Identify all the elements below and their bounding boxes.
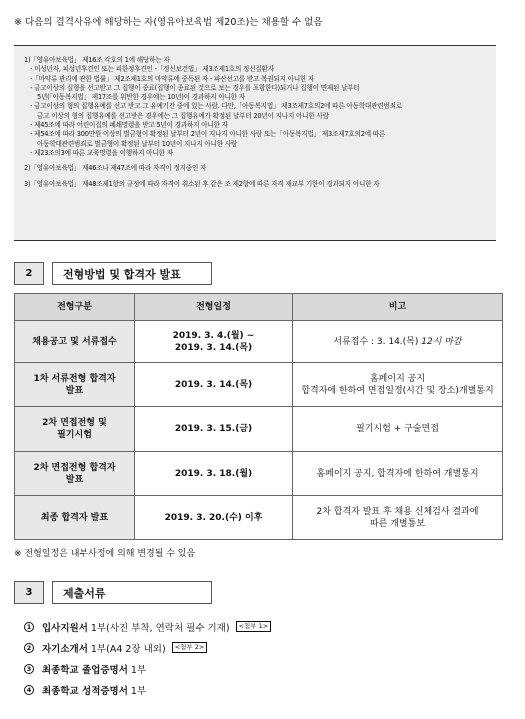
stage-label: 발표 [65, 385, 84, 396]
disqualification-block-1 [24, 56, 488, 158]
disq-line: - 금고이상의 형의 집행유예를 선고 받고 그 유예기간 중에 있는 사람. 다만,「아동복지법」 제3조제7호의2에 따른 아동학대관련범죄로 [30, 102, 402, 111]
document-detail: 1부 [130, 685, 147, 697]
date-cell [135, 363, 293, 407]
attachment-tag: <첨부 2> [172, 642, 208, 653]
stage-cell [15, 496, 135, 540]
document-name: 최종학교 졸업증명서 [42, 664, 128, 676]
remarks-text: 필기시험 + 구술면접 [356, 424, 439, 434]
circled-number: 1 [24, 622, 34, 632]
list-item [24, 637, 271, 658]
disqualification-box [14, 45, 496, 241]
stage-cell [15, 321, 135, 363]
col-header-remarks: 비고 [293, 294, 503, 321]
stage-label: 2차 면접전형 및 [42, 418, 107, 428]
table-row [15, 321, 503, 363]
date-line: 2019. 3. 18.(월) [174, 468, 253, 479]
col-header-schedule: 전형일정 [135, 294, 293, 321]
table-row [15, 496, 503, 540]
date-line: 2019. 3. 20.(수) 이후 [164, 512, 263, 523]
disq-line: 5년(「아동복지법」 제17조를 위반한 경우에는 10년)이 경과하지 아니한 자 [37, 93, 245, 102]
circled-number: 3 [24, 664, 34, 674]
table-row [15, 452, 503, 496]
disq-line: - 제45조에 따라 어린이집의 폐쇄명령을 받고 5년이 경과하지 아니한 자 [30, 121, 228, 130]
date-line: 2019. 3. 14.(목) [174, 342, 253, 353]
list-item [24, 658, 271, 679]
section-number: 3 [14, 581, 44, 604]
stage-label: 1차 서류전형 합격자 [33, 373, 116, 384]
remarks-text: 따른 개별통보 [369, 518, 426, 529]
document-name: 입사지원서 [42, 622, 88, 634]
stage-label: 발표 [65, 474, 84, 485]
col-header-stage: 전형구분 [15, 294, 135, 321]
table-row [15, 407, 503, 452]
stage-label: 필기시험 [57, 430, 92, 440]
disq-line: - 미성년자, 피성년후견인 또는 피한정후견인 -「정신보건법」 제3조제1호의 정신질환자 [30, 65, 274, 74]
disq-item-1-heading: 1)「영유아보육법」 제16조 각호의 1에 해당하는 자 [24, 56, 170, 64]
document-name: 자기소개서 [42, 643, 88, 655]
disq-line: - 제54조에 따라 300만원 이상의 벌금형이 확정된 날부터 2년이 지나지 아니한 사람 또는「아동복지법」 제3조제7호의2에 따른 [30, 130, 386, 139]
required-documents-list [24, 616, 271, 700]
stage-cell [15, 363, 135, 407]
document-detail: 1부 [130, 664, 147, 676]
disq-line: -「마약류 관리에 관한 법률」 제2조제1호의 마약류에 중독된 자 - 파산선고를 받고 복권되지 아니한 자 [30, 74, 315, 83]
date-line: 2019. 3. 4.(월) ~ [172, 330, 255, 341]
disq-line: - 제23조의3에 따른 교육명령을 이행하지 아니한 자 [30, 148, 173, 157]
disqualification-intro: ※ 다음의 결격사유에 해당하는 자(영유아보육법 제20조)는 채용할 수 없음 [14, 17, 323, 28]
stage-cell [15, 407, 135, 452]
remarks-cell [293, 496, 503, 540]
document-name: 최종학교 성적증명서 [42, 685, 128, 697]
disq-item-2: 2)「영유아보육법」 제46조나 제47조에 따라 자격이 정지중인 자 [24, 164, 207, 173]
disq-line: 금고 이상의 형의 집행유예를 선고받은 경우에는 그 집행유예가 확정된 날부터 20년이 지나지 아니한 사람 [37, 111, 329, 120]
circled-number: 2 [24, 643, 34, 653]
remarks-cell [293, 321, 503, 363]
deadline-text: 12시 마감 [421, 336, 462, 347]
disq-line: 아동학대관련범죄로 벌금형이 확정된 날부터 10년이 지나지 아니한 사람 [37, 139, 238, 148]
table-header-row [15, 294, 503, 321]
remarks-text: 합격자에 한하여 면접일정(시간 및 장소)개별통지 [301, 385, 494, 396]
attachment-tag: <첨부 1> [236, 621, 272, 632]
date-cell [135, 407, 293, 452]
disq-line: - 금고이상의 실형을 선고받고 그 집행이 종료(집행이 종료된 것으로 보는 경우를 포함한다)되거나 집행이 면제된 날부터 [30, 83, 360, 92]
schedule-table [14, 293, 503, 540]
table-row [15, 363, 503, 407]
schedule-note: ※ 전형일정은 내부사정에 의해 변경될 수 있음 [14, 549, 196, 559]
date-line: 2019. 3. 15.(금) [174, 424, 253, 434]
remarks-text: 서류접수 : 3. 14.(목) [333, 336, 422, 347]
circled-number: 4 [24, 685, 34, 695]
section-title: 제출서류 [52, 581, 212, 604]
stage-cell [15, 452, 135, 496]
remarks-text: 홈페이지 공지, 합격자에 한하여 개별통지 [316, 468, 479, 479]
section-3-header [14, 581, 212, 604]
stage-label: 채용공고 및 서류접수 [32, 336, 117, 347]
document-detail: 1부(사진 부착, 연락처 필수 기재) [90, 622, 230, 634]
date-cell [135, 321, 293, 363]
remarks-cell [293, 452, 503, 496]
date-cell [135, 496, 293, 540]
disq-item-3: 3)「영유아보육법」 제48조제1항의 규정에 따라 자격이 취소된 후 같은 조 제2항에 따른 자격 재교부 기한이 경과되지 아니한 자 [24, 179, 380, 188]
date-cell [135, 452, 293, 496]
section-2-header [14, 262, 212, 285]
date-line: 2019. 3. 14.(목) [174, 379, 253, 390]
stage-label: 2차 면접전형 합격자 [33, 462, 116, 473]
stage-label: 최종 합격자 발표 [40, 512, 109, 523]
list-item [24, 616, 271, 637]
remarks-text: 홈페이지 공지 [369, 373, 426, 384]
document-detail: 1부(A4 2장 내외) [90, 643, 166, 655]
remarks-text: 2차 합격자 발표 후 채용 신체검사 결과에 [316, 506, 479, 517]
section-number: 2 [14, 262, 44, 285]
remarks-cell [293, 363, 503, 407]
remarks-cell [293, 407, 503, 452]
list-item [24, 679, 271, 700]
section-title: 전형방법 및 합격자 발표 [52, 262, 212, 285]
